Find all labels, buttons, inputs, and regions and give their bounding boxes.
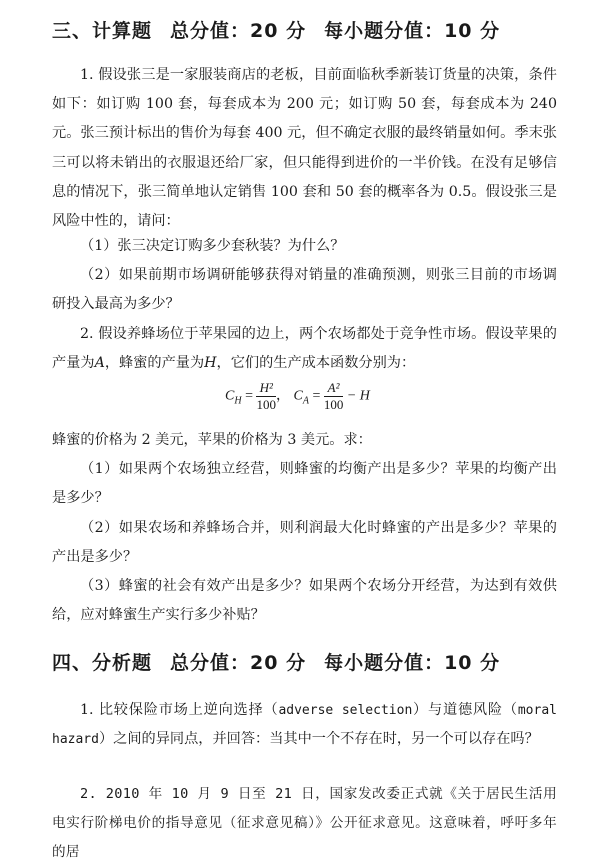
cost-h-denominator: 100: [256, 397, 276, 412]
question-1-sub-1: （1）张三决定订购多少套秋装？为什么？: [80, 238, 345, 254]
cost-h-subscript: H: [234, 395, 242, 407]
section-4-total-score: 总分值：20 分: [170, 652, 307, 674]
question-2-intro-part-b: ，蜂蜜的产量为: [104, 355, 205, 372]
question-4-1-part-b: ）与道德风险（: [412, 702, 518, 718]
question-4-1-text: [52, 696, 557, 754]
question-2-sub-3: （3）蜂蜜的社会有效产出是多少？如果两个农场分开经营，为达到有效供给，应对蜂蜜生产实行多少补贴？: [52, 578, 557, 624]
section-4-title: 四、分析题: [52, 652, 153, 674]
cost-functions-formula: $C_H$ = $\frac{\text{H²}}{100}$ ， $C_A$ = $\frac{\text{A²}}{100}$ − H: [225, 380, 370, 412]
cost-a-fraction: [324, 380, 344, 413]
cost-a-label: C: [293, 388, 303, 404]
term-adverse-selection: adverse selection: [278, 703, 413, 718]
cost-h-fraction: [256, 380, 276, 413]
section-3-each-score: 每小题分值：10 分: [324, 20, 501, 42]
question-2-sub-1: （1）如果两个农场独立经营，则蜂蜜的均衡产出是多少？苹果的均衡产出是多少？: [52, 461, 557, 507]
honey-output-variable: H: [204, 355, 217, 372]
question-2-intro-part-a: 2. 假设养蜂场位于苹果园的边上，两个农场都处于竞争性市场。假设苹果的产量为: [52, 326, 557, 372]
section-4-heading: [52, 648, 500, 675]
question-4-1-part-a: 1. 比较保险市场上逆向选择（: [80, 702, 279, 718]
section-4-each-score: 每小题分值：10 分: [324, 652, 501, 674]
cost-a-numerator: A²: [324, 380, 344, 397]
question-2-prices: 蜂蜜的价格为 2 美元，苹果的价格为 3 美元。求：: [52, 432, 372, 448]
apple-output-variable: A: [94, 355, 105, 372]
question-2-intro: [52, 320, 557, 378]
question-2-sub-2: （2）如果农场和养蜂场合并，则利润最大化时蜂蜜的产出是多少？苹果的产出是多少？: [52, 520, 557, 566]
cost-a-tail: − H: [346, 388, 370, 404]
section-3-total-score: 总分值：20 分: [170, 20, 307, 42]
cost-h-numerator: H²: [256, 380, 276, 397]
term-moral-hazard: moral hazard: [52, 703, 557, 748]
question-4-1-part-c: ）之间的异同点，并回答：当其中一个不存在时，另一个可以存在吗？: [98, 731, 539, 748]
formula-separator: ，: [275, 388, 290, 404]
cost-a-subscript: A: [302, 395, 309, 407]
question-1-sub-2: （2）如果前期市场调研能够获得对销量的准确预测，则张三目前的市场调研投入最高为多少？: [52, 267, 557, 313]
question-2-intro-part-c: ，它们的生产成本函数分别为：: [216, 355, 416, 372]
cost-a-denominator: 100: [323, 397, 344, 412]
section-3-title: 三、计算题: [52, 20, 153, 42]
cost-h-label: C: [225, 388, 235, 404]
question-4-2-text: 2. 2010 年 10 月 9 日至 21 日，国家发改委正式就《关于居民生活用电实行阶梯电价的指导意见（征求意见稿）》公开征求意见。这意味着，呼吁多年的居: [52, 786, 557, 861]
section-3-heading: [52, 16, 500, 43]
question-1-text: 1. 假设张三是一家服装商店的老板，目前面临秋季新装订货量的决策，条件如下：如订购 100 套，每套成本为 200 元；如订购 50 套，每套成本为 240 元。张三预计标出的售价为每套 400 元，但不确定衣服的最终销量如何。季末张三可以将未销出的衣服退还给厂家，但只能得到进价的一半价钱。在没有足够信息的情况下，张三简单地认定销售 100 套和 50 套的概率各为 0.5。假设张三是风险中性的，请问：: [52, 67, 557, 230]
